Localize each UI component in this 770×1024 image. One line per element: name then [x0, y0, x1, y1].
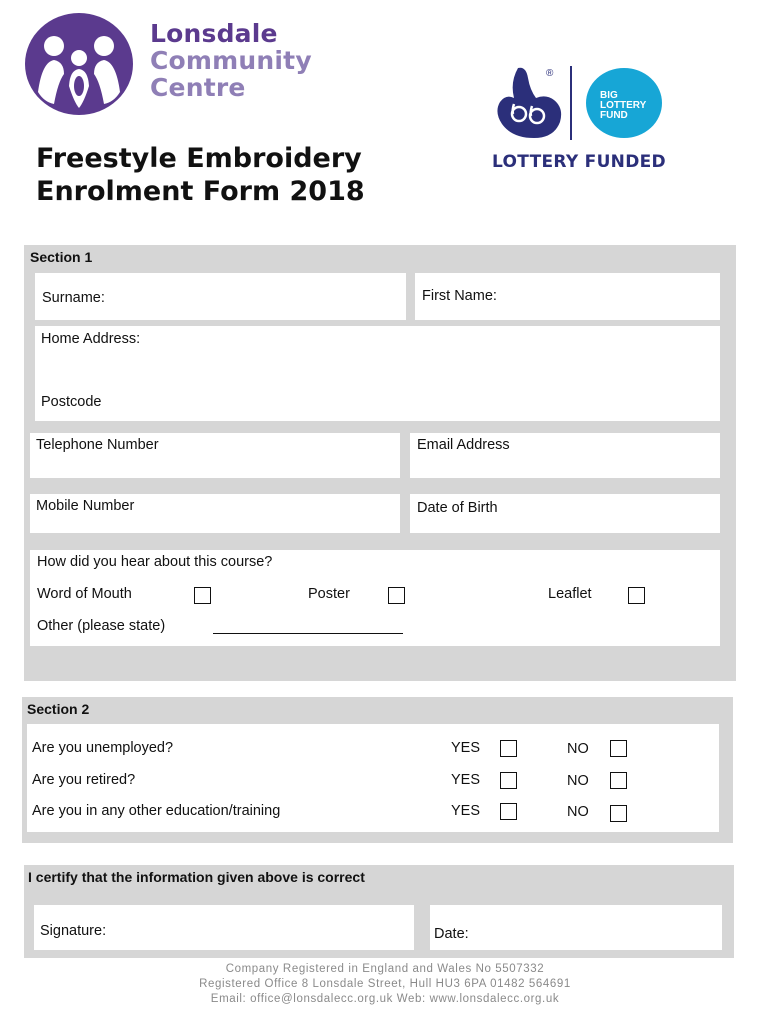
email-field[interactable]: [410, 433, 720, 478]
blf-line1: BIG: [600, 90, 618, 101]
section-2-questions-box: [27, 724, 719, 832]
education-no-label: NO: [567, 804, 589, 820]
footer: [0, 962, 770, 1007]
poster-checkbox[interactable]: [388, 587, 405, 604]
option-word-of-mouth-label: Word of Mouth: [37, 586, 132, 602]
mobile-label: Mobile Number: [36, 498, 135, 514]
lonsdale-wordmark-line2: Community: [150, 46, 312, 75]
certify-label: I certify that the information given above is correct: [28, 869, 365, 885]
education-yes-checkbox[interactable]: [500, 803, 517, 820]
lonsdale-wordmark-line1: Lonsdale: [150, 19, 278, 48]
form-title: [36, 142, 365, 208]
form-title-line1: Freestyle Embroidery: [36, 143, 362, 174]
home-address-label: Home Address:: [41, 331, 141, 347]
signature-field[interactable]: [34, 905, 414, 950]
question-retired: Are you retired?: [32, 772, 136, 788]
lottery-funded-text: LOTTERY FUNDED: [492, 152, 666, 172]
blf-line2: LOTTERY: [600, 100, 647, 111]
option-leaflet-label: Leaflet: [548, 586, 592, 602]
first-name-field[interactable]: [415, 273, 720, 320]
unemployed-yes-checkbox[interactable]: [500, 740, 517, 757]
surname-field[interactable]: [35, 273, 406, 320]
surname-label: Surname:: [42, 290, 105, 306]
form-title-line2: Enrolment Form 2018: [36, 176, 365, 207]
option-poster-label: Poster: [308, 586, 350, 602]
lonsdale-family-logo-icon: [24, 12, 134, 116]
first-name-label: First Name:: [422, 288, 497, 304]
dob-field[interactable]: [410, 494, 720, 533]
section-1: [24, 245, 736, 681]
signature-label: Signature:: [40, 923, 107, 939]
retired-no-checkbox[interactable]: [610, 772, 627, 789]
postcode-label: Postcode: [41, 394, 102, 410]
question-unemployed: Are you unemployed?: [32, 740, 174, 756]
section-2-label: Section 2: [27, 701, 90, 717]
other-input-line[interactable]: [213, 633, 403, 634]
footer-company-registration: Company Registered in England and Wales No 5507332: [225, 963, 545, 975]
lonsdale-wordmark-line3: Centre: [150, 73, 246, 102]
leaflet-checkbox[interactable]: [628, 587, 645, 604]
dob-label: Date of Birth: [417, 500, 498, 516]
retired-no-label: NO: [567, 773, 589, 789]
other-label: Other (please state): [37, 618, 166, 634]
section-2: [22, 697, 733, 843]
section-1-label: Section 1: [30, 249, 93, 265]
date-label: Date:: [434, 926, 469, 942]
mobile-field[interactable]: [30, 494, 400, 533]
telephone-field[interactable]: [30, 433, 400, 478]
retired-yes-label: YES: [451, 772, 481, 788]
certify-section: [24, 865, 734, 958]
footer-registered-office: Registered Office 8 Lonsdale Street, Hull HU3 6PA 01482 564691: [199, 978, 571, 990]
blf-line3: FUND: [600, 110, 628, 121]
education-yes-label: YES: [451, 803, 481, 819]
lonsdale-wordmark: [150, 20, 312, 101]
home-address-field[interactable]: [35, 326, 720, 421]
education-no-checkbox[interactable]: [610, 805, 627, 822]
lonsdale-logo: [24, 12, 314, 122]
word-of-mouth-checkbox[interactable]: [194, 587, 211, 604]
national-lottery-hand-icon: [490, 64, 568, 142]
question-education: Are you in any other education/training: [32, 803, 281, 819]
date-field[interactable]: [430, 905, 722, 950]
logo-divider: [570, 66, 572, 140]
unemployed-no-label: NO: [567, 741, 589, 757]
registered-mark: ®: [546, 68, 554, 79]
unemployed-yes-label: YES: [451, 740, 481, 756]
hear-about-question: How did you hear about this course?: [37, 554, 273, 570]
footer-contact: Email: office@lonsdalecc.org.uk Web: www.lonsdalecc.org.uk: [210, 993, 560, 1005]
big-lottery-fund-badge: [586, 68, 662, 138]
hear-about-box: [30, 550, 720, 646]
lottery-funded-logo: [490, 64, 670, 176]
unemployed-no-checkbox[interactable]: [610, 740, 627, 757]
retired-yes-checkbox[interactable]: [500, 772, 517, 789]
email-label: Email Address: [417, 437, 510, 453]
telephone-label: Telephone Number: [36, 437, 159, 453]
